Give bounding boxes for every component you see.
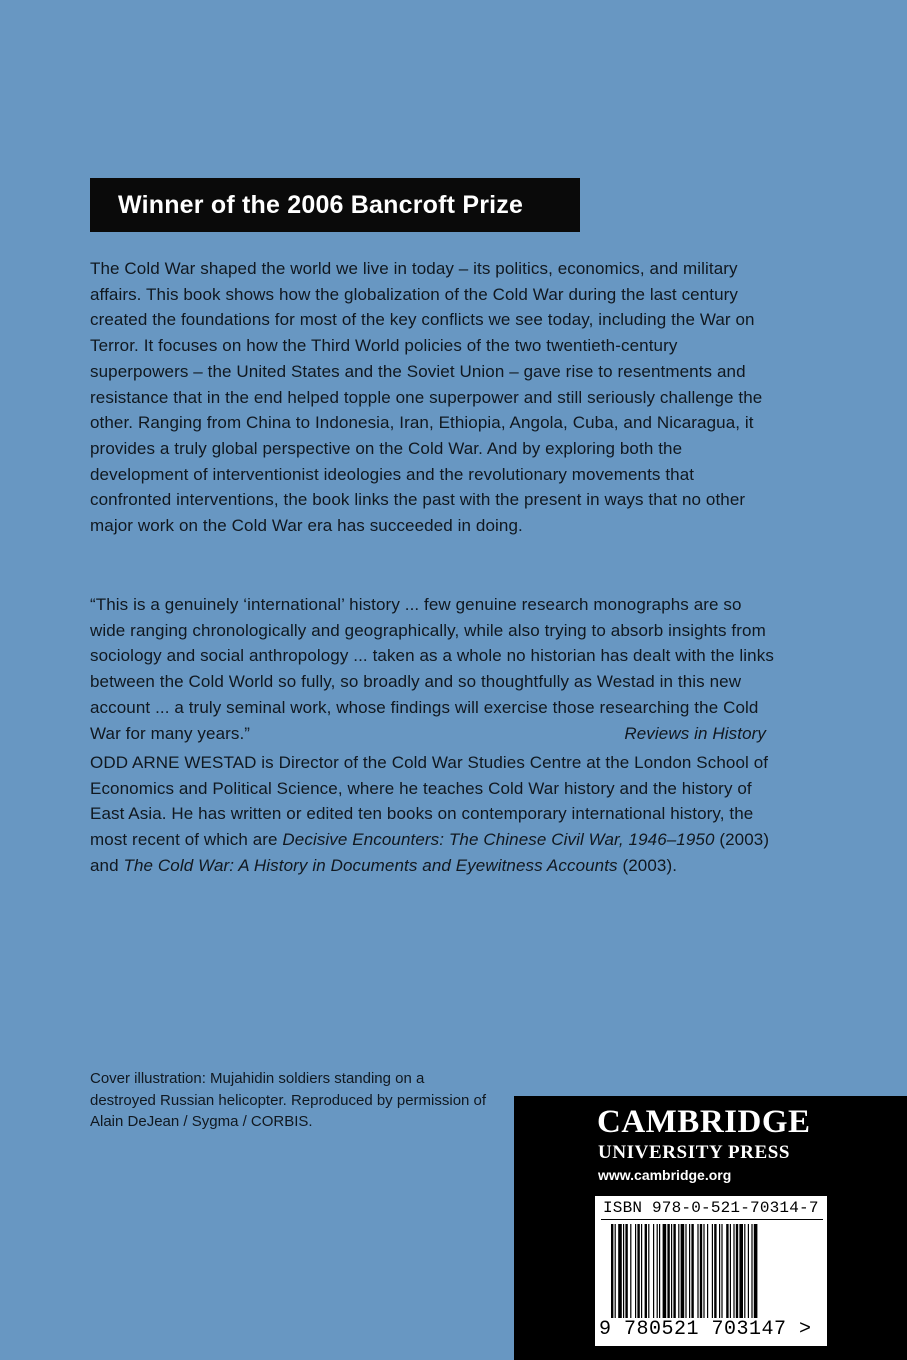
- barcode-bar: [712, 1224, 713, 1318]
- barcode-bar: [671, 1224, 672, 1318]
- barcode-bar: [733, 1224, 734, 1318]
- barcode-bar: [700, 1224, 702, 1318]
- book-year-2: (2003).: [617, 855, 678, 875]
- barcode-bar: [685, 1224, 686, 1318]
- barcode-bar: [667, 1224, 669, 1318]
- isbn-rule: [601, 1219, 823, 1220]
- barcode-bar: [719, 1224, 720, 1318]
- award-banner: [90, 178, 580, 232]
- barcode-bar: [744, 1224, 745, 1318]
- author-bio: [90, 750, 780, 879]
- barcode-bar: [637, 1224, 639, 1318]
- barcode-bar: [691, 1224, 693, 1318]
- barcode-bar: [751, 1224, 752, 1318]
- barcode-bar: [645, 1224, 647, 1318]
- book-description: The Cold War shaped the world we live in today – its politics, economics, and military affairs. This book shows how the globalization of the Cold War during the last century created the foundations for most of the key conflicts we see today, including the War on Terror. It focuses on how the Third World policies of the two twentieth-century superpowers – the United States and the Soviet Union – gave rise to resentments and resistance that in the end helped topple one superpower and still seriously challenge the other. Ranging from China to Indonesia, Iran, Ethiopia, Angola, Cuba, and Nicaragua, it provides a truly global perspective on the Cold War. And by exploring both the development of interventionist ideologies and the revolutionary movements that confronted interventions, the book links the past with the present in ways that no other major work on the Cold War era has succeeded in doing.: [90, 259, 763, 536]
- barcode-bar: [721, 1224, 722, 1318]
- barcode-bar: [673, 1224, 675, 1318]
- barcode-bar: [635, 1224, 636, 1318]
- barcode-bar: [748, 1224, 749, 1318]
- barcode-bar: [678, 1224, 679, 1318]
- barcode-bar: [739, 1224, 743, 1318]
- review-source: Reviews in History: [624, 723, 766, 743]
- barcode-bar: [625, 1224, 627, 1318]
- barcode-bar: [618, 1224, 622, 1318]
- barcode-bar: [689, 1224, 690, 1318]
- barcode-bar: [615, 1224, 616, 1318]
- ean-digits: 9 780521 703147 >: [599, 1318, 812, 1341]
- barcode-bar: [707, 1224, 708, 1318]
- barcode-bar: [641, 1224, 642, 1318]
- barcode-bar: [703, 1224, 704, 1318]
- review-quote: “This is a genuinely ‘international’ history ... few genuine research monographs are so wide ranging chronologically and geographically, while also trying to absorb insights from sociology and social anthropology ... taken as a whole no historian has dealt with the links between the Cold World so fully, so broadly and so thoughtfully as Westad in this new account ... a truly seminal work, whose findings will exercise those researching the Cold War for many years.”: [90, 595, 774, 743]
- publisher-press: UNIVERSITY PRESS: [598, 1142, 791, 1163]
- barcode-bar: [657, 1224, 658, 1318]
- award-banner-text: Winner of the 2006 Bancroft Prize: [118, 190, 524, 219]
- publisher-name: CAMBRIDGE: [597, 1104, 811, 1140]
- cover-illustration-credit: Cover illustration: Mujahidin soldiers standing on a destroyed Russian helicopter. Reproduced by permission of Alain DeJean / Sygma / CORBIS.: [90, 1070, 487, 1130]
- barcode-bar: [736, 1224, 738, 1318]
- barcode-card: [595, 1196, 827, 1346]
- publisher-url: www.cambridge.org: [598, 1167, 732, 1183]
- book-title-decisive-encounters: Decisive Encounters: The Chinese Civil War, 1946–1950: [282, 830, 715, 850]
- publisher-block: [514, 1096, 907, 1360]
- author-bio-text: ODD ARNE WESTAD is Director of the Cold War Studies Centre at the London School of Economics and Political Science, where he teaches Cold War history and the history of East Asia. He has written or edited ten books on contemporary international history, the most recent of which are: [90, 753, 769, 850]
- barcode-bar: [611, 1224, 613, 1318]
- barcode-bar: [754, 1224, 758, 1318]
- book-year-1: (2003) and: [90, 830, 770, 875]
- barcode-bar: [659, 1224, 660, 1318]
- barcode-bar: [630, 1224, 631, 1318]
- barcode-image: [609, 1224, 809, 1320]
- barcode-bar: [663, 1224, 667, 1318]
- barcode-bar: [726, 1224, 728, 1318]
- barcode-bar: [697, 1224, 698, 1318]
- isbn-text: ISBN 978-0-521-70314-7: [603, 1199, 819, 1217]
- book-title-cold-war-history: The Cold War: A History in Documents and Eyewitness Accounts: [123, 855, 618, 875]
- barcode-bar: [681, 1224, 685, 1318]
- barcode-bar: [730, 1224, 731, 1318]
- barcode-bar: [623, 1224, 624, 1318]
- barcode-bar: [714, 1224, 716, 1318]
- barcode-bar: [653, 1224, 654, 1318]
- barcode-bar: [648, 1224, 649, 1318]
- review-quote-block: [90, 592, 780, 746]
